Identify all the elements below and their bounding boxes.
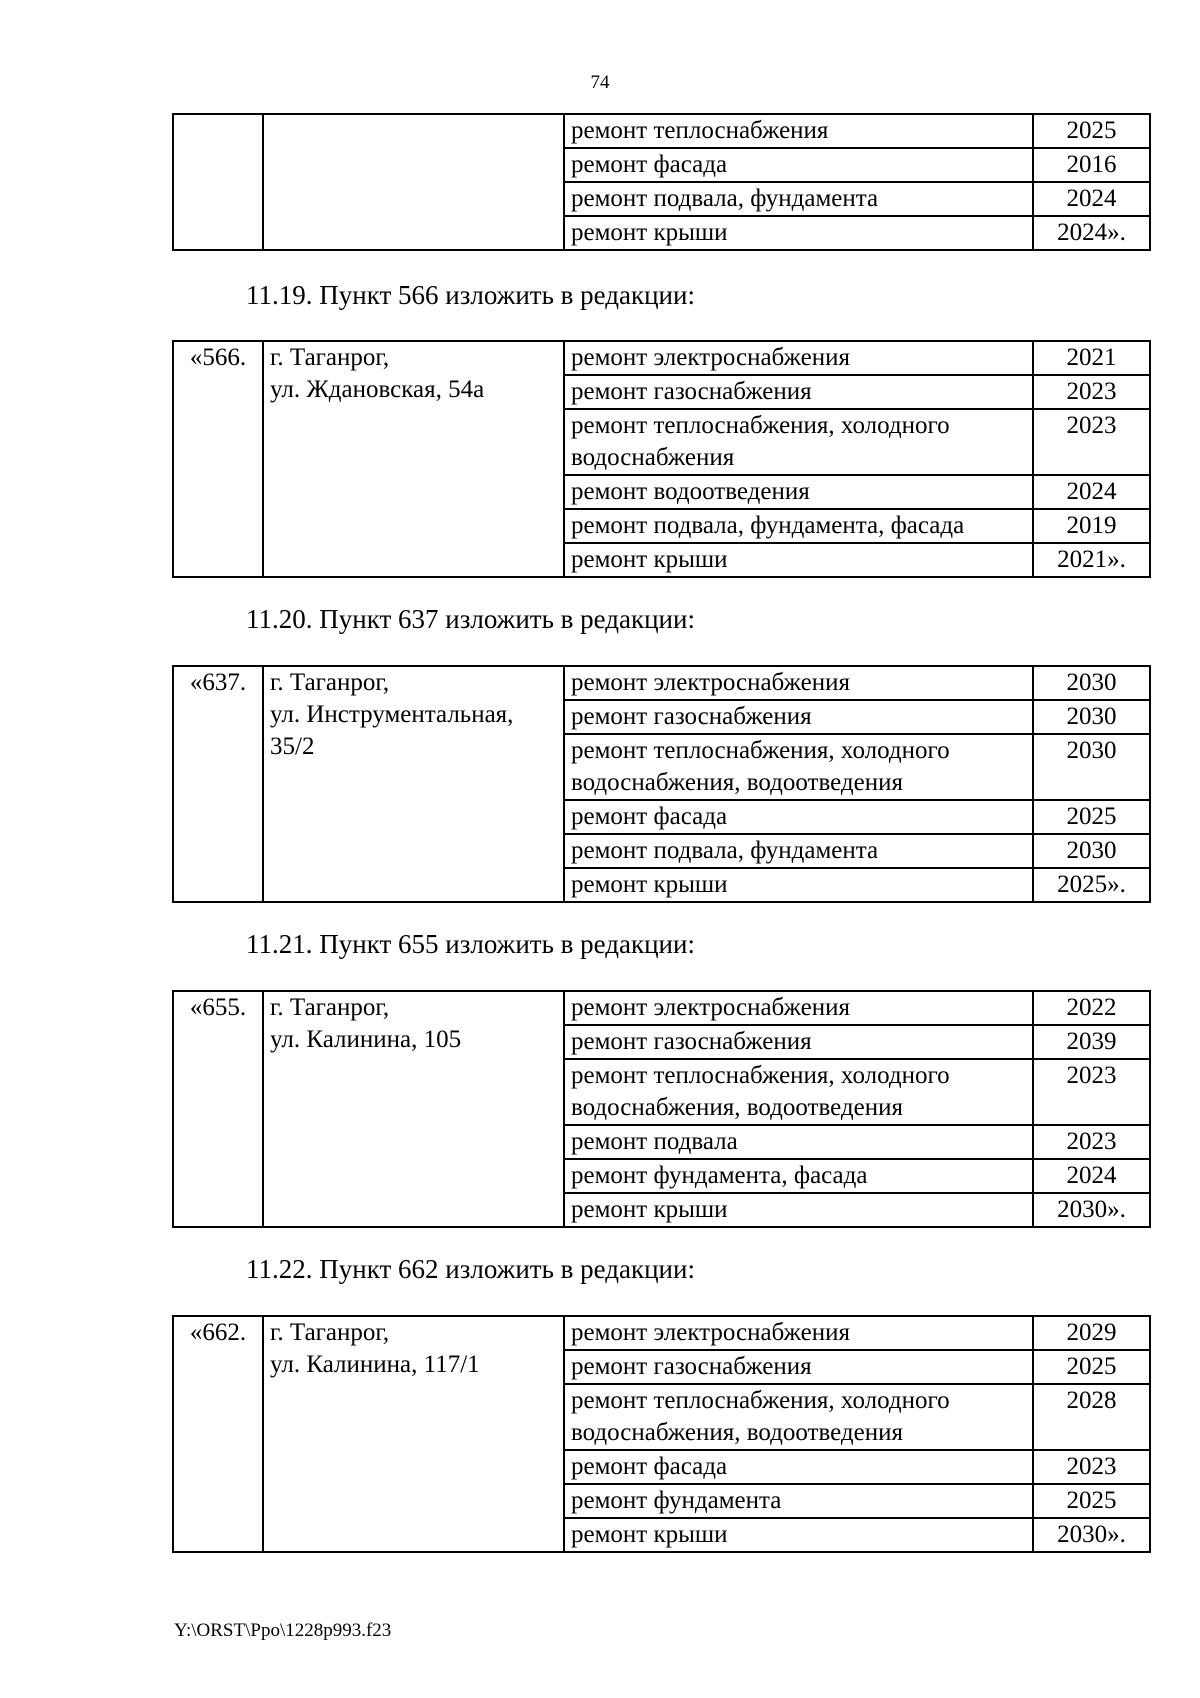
year-cell: 2028 [1033, 1384, 1150, 1450]
address-line: г. Таганрог, [270, 1319, 390, 1346]
year-cell: 2025 [1033, 800, 1150, 834]
year-cell: 2030». [1033, 1193, 1150, 1227]
year-cell: 2021 [1033, 341, 1150, 375]
table-row [173, 114, 1150, 148]
year-cell: 2016 [1033, 148, 1150, 182]
work-cell: ремонт крыши [564, 1518, 1033, 1552]
year-cell: 2019 [1033, 509, 1150, 543]
work-cell: ремонт газоснабжения [564, 700, 1033, 734]
work-cell: ремонт фасада [564, 800, 1033, 834]
work-cell: ремонт подвала [564, 1125, 1033, 1159]
table-row [173, 666, 1150, 700]
work-line: ремонт теплоснабжения, холодного [571, 737, 950, 764]
work-cell: ремонт подвала, фундамента [564, 834, 1033, 868]
work-cell: ремонт крыши [564, 216, 1033, 250]
year-cell: 2024». [1033, 216, 1150, 250]
page-number: 74 [590, 72, 610, 93]
address-line: г. Таганрог, [270, 344, 390, 371]
work-line: водоснабжения, водоотведения [571, 1419, 903, 1446]
year-cell: 2024 [1033, 182, 1150, 216]
year-cell: 2023 [1033, 1450, 1150, 1484]
number-cell [173, 114, 263, 250]
work-cell: ремонт газоснабжения [564, 1025, 1033, 1059]
year-cell: 2024 [1033, 475, 1150, 509]
work-cell: ремонт электроснабжения [564, 991, 1033, 1025]
section-instruction: 11.21. Пункт 655 изложить в редакции: [246, 929, 695, 959]
work-line: водоснабжения [571, 444, 735, 471]
work-cell: ремонт крыши [564, 868, 1033, 902]
year-cell: 2025 [1033, 1484, 1150, 1518]
year-cell: 2023 [1033, 1059, 1150, 1125]
work-cell: ремонт фундамента, фасада [564, 1159, 1033, 1193]
work-cell [564, 734, 1033, 800]
work-cell: ремонт крыши [564, 543, 1033, 577]
address-cell [263, 341, 564, 577]
item-number-cell: «655. [173, 991, 263, 1227]
work-cell: ремонт фасада [564, 148, 1033, 182]
item-number-cell: «662. [173, 1316, 263, 1552]
item-table [172, 340, 1151, 578]
year-cell: 2030». [1033, 1518, 1150, 1552]
year-cell: 2030 [1033, 734, 1150, 800]
table-row [173, 991, 1150, 1025]
work-cell: ремонт электроснабжения [564, 341, 1033, 375]
item-table [172, 665, 1151, 903]
item-table [172, 1315, 1151, 1553]
work-cell: ремонт фундамента [564, 1484, 1033, 1518]
work-line: водоснабжения, водоотведения [571, 769, 903, 796]
work-cell: ремонт фасада [564, 1450, 1033, 1484]
item-number-cell: «566. [173, 341, 263, 577]
year-cell: 2025». [1033, 868, 1150, 902]
address-line: ул. Ждановская, 54а [270, 376, 485, 403]
work-cell [564, 1059, 1033, 1125]
work-line: ремонт теплоснабжения, холодного [571, 1387, 950, 1414]
table-row [173, 1316, 1150, 1350]
section-instruction: 11.20. Пункт 637 изложить в редакции: [246, 604, 695, 634]
year-cell: 2024 [1033, 1159, 1150, 1193]
address-cell [263, 991, 564, 1227]
work-cell [564, 409, 1033, 475]
work-cell: ремонт водоотведения [564, 475, 1033, 509]
address-line: 35/2 [270, 733, 315, 760]
address-line: ул. Инструментальная, [270, 701, 514, 728]
year-cell: 2025 [1033, 114, 1150, 148]
year-cell: 2030 [1033, 666, 1150, 700]
year-cell: 2025 [1033, 1350, 1150, 1384]
address-line: г. Таганрог, [270, 994, 390, 1021]
item-table [172, 990, 1151, 1228]
year-cell: 2039 [1033, 1025, 1150, 1059]
work-line: водоснабжения, водоотведения [571, 1094, 903, 1121]
work-cell: ремонт подвала, фундамента, фасада [564, 509, 1033, 543]
work-cell: ремонт подвала, фундамента [564, 182, 1033, 216]
section-instruction: 11.22. Пункт 662 изложить в редакции: [246, 1254, 695, 1284]
continuation-table [172, 113, 1151, 251]
file-path-footer: Y:\ORST\Ppo\1228p993.f23 [174, 1620, 392, 1641]
year-cell: 2023 [1033, 1125, 1150, 1159]
work-line: ремонт теплоснабжения, холодного [571, 1062, 950, 1089]
year-cell: 2023 [1033, 375, 1150, 409]
year-cell: 2023 [1033, 409, 1150, 475]
year-cell: 2029 [1033, 1316, 1150, 1350]
address-cell [263, 114, 564, 250]
year-cell: 2030 [1033, 700, 1150, 734]
address-line: ул. Калинина, 117/1 [270, 1351, 480, 1378]
work-cell: ремонт газоснабжения [564, 1350, 1033, 1384]
work-cell [564, 1384, 1033, 1450]
year-cell: 2022 [1033, 991, 1150, 1025]
table-row [173, 341, 1150, 375]
year-cell: 2021». [1033, 543, 1150, 577]
address-line: ул. Калинина, 105 [270, 1026, 462, 1053]
work-line: ремонт теплоснабжения, холодного [571, 412, 950, 439]
work-cell: ремонт теплоснабжения [564, 114, 1033, 148]
address-line: г. Таганрог, [270, 669, 390, 696]
address-cell [263, 1316, 564, 1552]
section-instruction: 11.19. Пункт 566 изложить в редакции: [246, 280, 695, 310]
work-cell: ремонт электроснабжения [564, 666, 1033, 700]
work-cell: ремонт крыши [564, 1193, 1033, 1227]
item-number-cell: «637. [173, 666, 263, 902]
year-cell: 2030 [1033, 834, 1150, 868]
address-cell [263, 666, 564, 902]
work-cell: ремонт электроснабжения [564, 1316, 1033, 1350]
work-cell: ремонт газоснабжения [564, 375, 1033, 409]
